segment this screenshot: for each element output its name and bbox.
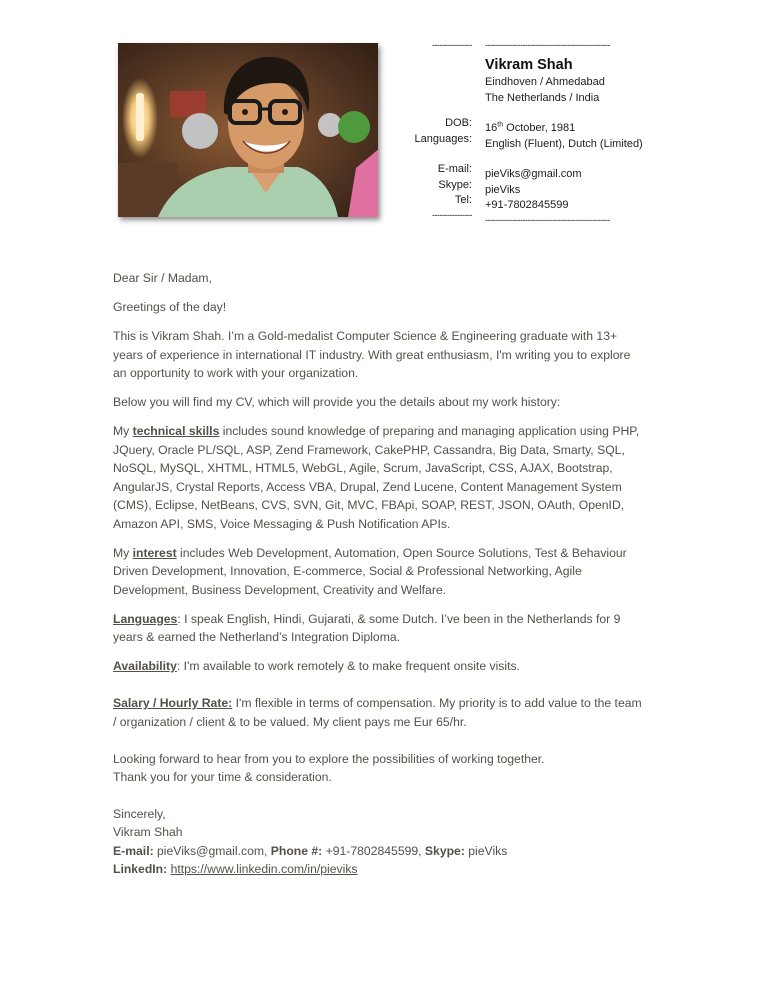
skills-prefix: My bbox=[113, 424, 133, 438]
closing-line-1: Looking forward to hear from you to explore the possibilities of working together. bbox=[113, 751, 545, 766]
email-label: E-mail: bbox=[437, 163, 472, 175]
applicant-name: Vikram Shah bbox=[485, 57, 573, 73]
header-divider: ---------------- bbox=[432, 209, 472, 220]
dob-label: DOB: bbox=[445, 117, 472, 129]
dob-day: 16 bbox=[485, 122, 498, 134]
contact-line bbox=[113, 842, 643, 861]
skills-paragraph bbox=[113, 422, 643, 533]
tel-value: +91-7802845599 bbox=[485, 199, 569, 211]
availability-paragraph bbox=[113, 657, 643, 676]
salary-paragraph bbox=[113, 694, 643, 731]
linkedin-line bbox=[113, 860, 643, 879]
availability-text: : I'm available to work remotely & to make frequent onsite visits. bbox=[176, 659, 520, 673]
languages-heading: Languages bbox=[113, 611, 178, 626]
contact-email-label: E-mail: bbox=[113, 843, 154, 858]
email-value: pieViks@gmail.com bbox=[485, 168, 582, 180]
dob-suffix: th bbox=[497, 121, 504, 129]
dob-rest: October, 1981 bbox=[503, 122, 576, 134]
cv-paragraph: Below you will find my CV, which will provide you the details about my work history: bbox=[113, 395, 561, 409]
contact-phone-label: Phone #: bbox=[270, 843, 323, 858]
greeting: Greetings of the day! bbox=[113, 300, 227, 314]
skills-text: includes sound knowledge of preparing and managing application using PHP, JQuery, Oracle PL/SQL, ASP, Zend Framework, CakePHP, Cassandra, Big Data, Smarty, SQL, NoSQL, MySQL, XHTML, HTML5, WebGL, Agile, Scrum, JavaScript, CSS, AJAX, Bootstrap, AngularJS, Crystal Reports, Access VBA, Drupal, Zend Lucene, Content Management System (CMS), Eclipse, NetBeans, CVS, SVN, Git, MVC, FBApi, SOAP, REST, JSON, OAuth, OpenID, Amazon API, SMS, Voice Messaging & Push Notification APIs. bbox=[113, 424, 640, 531]
languages-text: : I speak English, Hindi, Gujarati, & some Dutch. I’ve been in the Netherlands for 9 years & earned the Netherland’s Integration Diploma. bbox=[113, 611, 621, 644]
salary-heading: Salary / Hourly Rate: bbox=[113, 696, 233, 710]
intro-paragraph: This is Vikram Shah. I’m a Gold-medalist Computer Science & Engineering graduate with 13+ years of experience in international IT industry. With great enthusiasm, I'm writing you to explore an opportunity to work with your organization. bbox=[113, 329, 631, 380]
header-divider: -------------------------------------------------- bbox=[485, 214, 610, 225]
salutation: Dear Sir / Madam, bbox=[113, 271, 212, 285]
availability-heading: Availability bbox=[113, 659, 177, 673]
skype-label: Skype: bbox=[438, 178, 472, 191]
cover-letter bbox=[113, 269, 643, 879]
contact-phone: +91-7802845599, bbox=[322, 843, 425, 858]
skype-value: pieViks bbox=[485, 183, 521, 196]
interest-heading: interest bbox=[132, 545, 177, 560]
city: Eindhoven / Ahmedabad bbox=[485, 76, 605, 88]
linkedin-label: LinkedIn: bbox=[113, 862, 168, 876]
dob-value bbox=[485, 121, 680, 137]
languages-paragraph bbox=[113, 610, 643, 647]
header-divider: ---------------- bbox=[432, 40, 472, 50]
header-details bbox=[485, 40, 680, 225]
sign-off: Sincerely, bbox=[113, 806, 166, 821]
signature-name: Vikram Shah bbox=[113, 825, 183, 839]
interest-paragraph bbox=[113, 544, 643, 600]
languages-label: Languages: bbox=[414, 132, 472, 145]
header-labels bbox=[412, 40, 472, 220]
interest-prefix: My bbox=[113, 545, 133, 560]
tel-label: Tel: bbox=[454, 194, 472, 206]
profile-photo bbox=[118, 43, 378, 217]
contact-skype-label: Skype: bbox=[424, 843, 465, 858]
linkedin-link[interactable]: https://www.linkedin.com/in/pieviks bbox=[170, 862, 358, 876]
interest-text: includes Web Development, Automation, Open Source Solutions, Test & Behaviour Driven Development, Innovation, E-commerce, Social & Professional Networking, Agile Development, Business Development, Creativity and Welfare. bbox=[113, 545, 627, 597]
skills-heading: technical skills bbox=[132, 424, 220, 438]
languages-value: English (Fluent), Dutch (Limited) bbox=[485, 137, 643, 150]
contact-email: pieViks@gmail.com, bbox=[153, 843, 271, 858]
closing-line-2: Thank you for your time & consideration. bbox=[113, 770, 332, 784]
salary-text: I'm flexible in terms of compensation. My priority is to add value to the team / organization / client & to be valued. My client pays me Eur 65/hr. bbox=[113, 696, 642, 729]
country: The Netherlands / India bbox=[485, 91, 600, 104]
contact-skype: pieViks bbox=[464, 843, 508, 858]
header-divider: -------------------------------------------------- bbox=[485, 40, 610, 50]
